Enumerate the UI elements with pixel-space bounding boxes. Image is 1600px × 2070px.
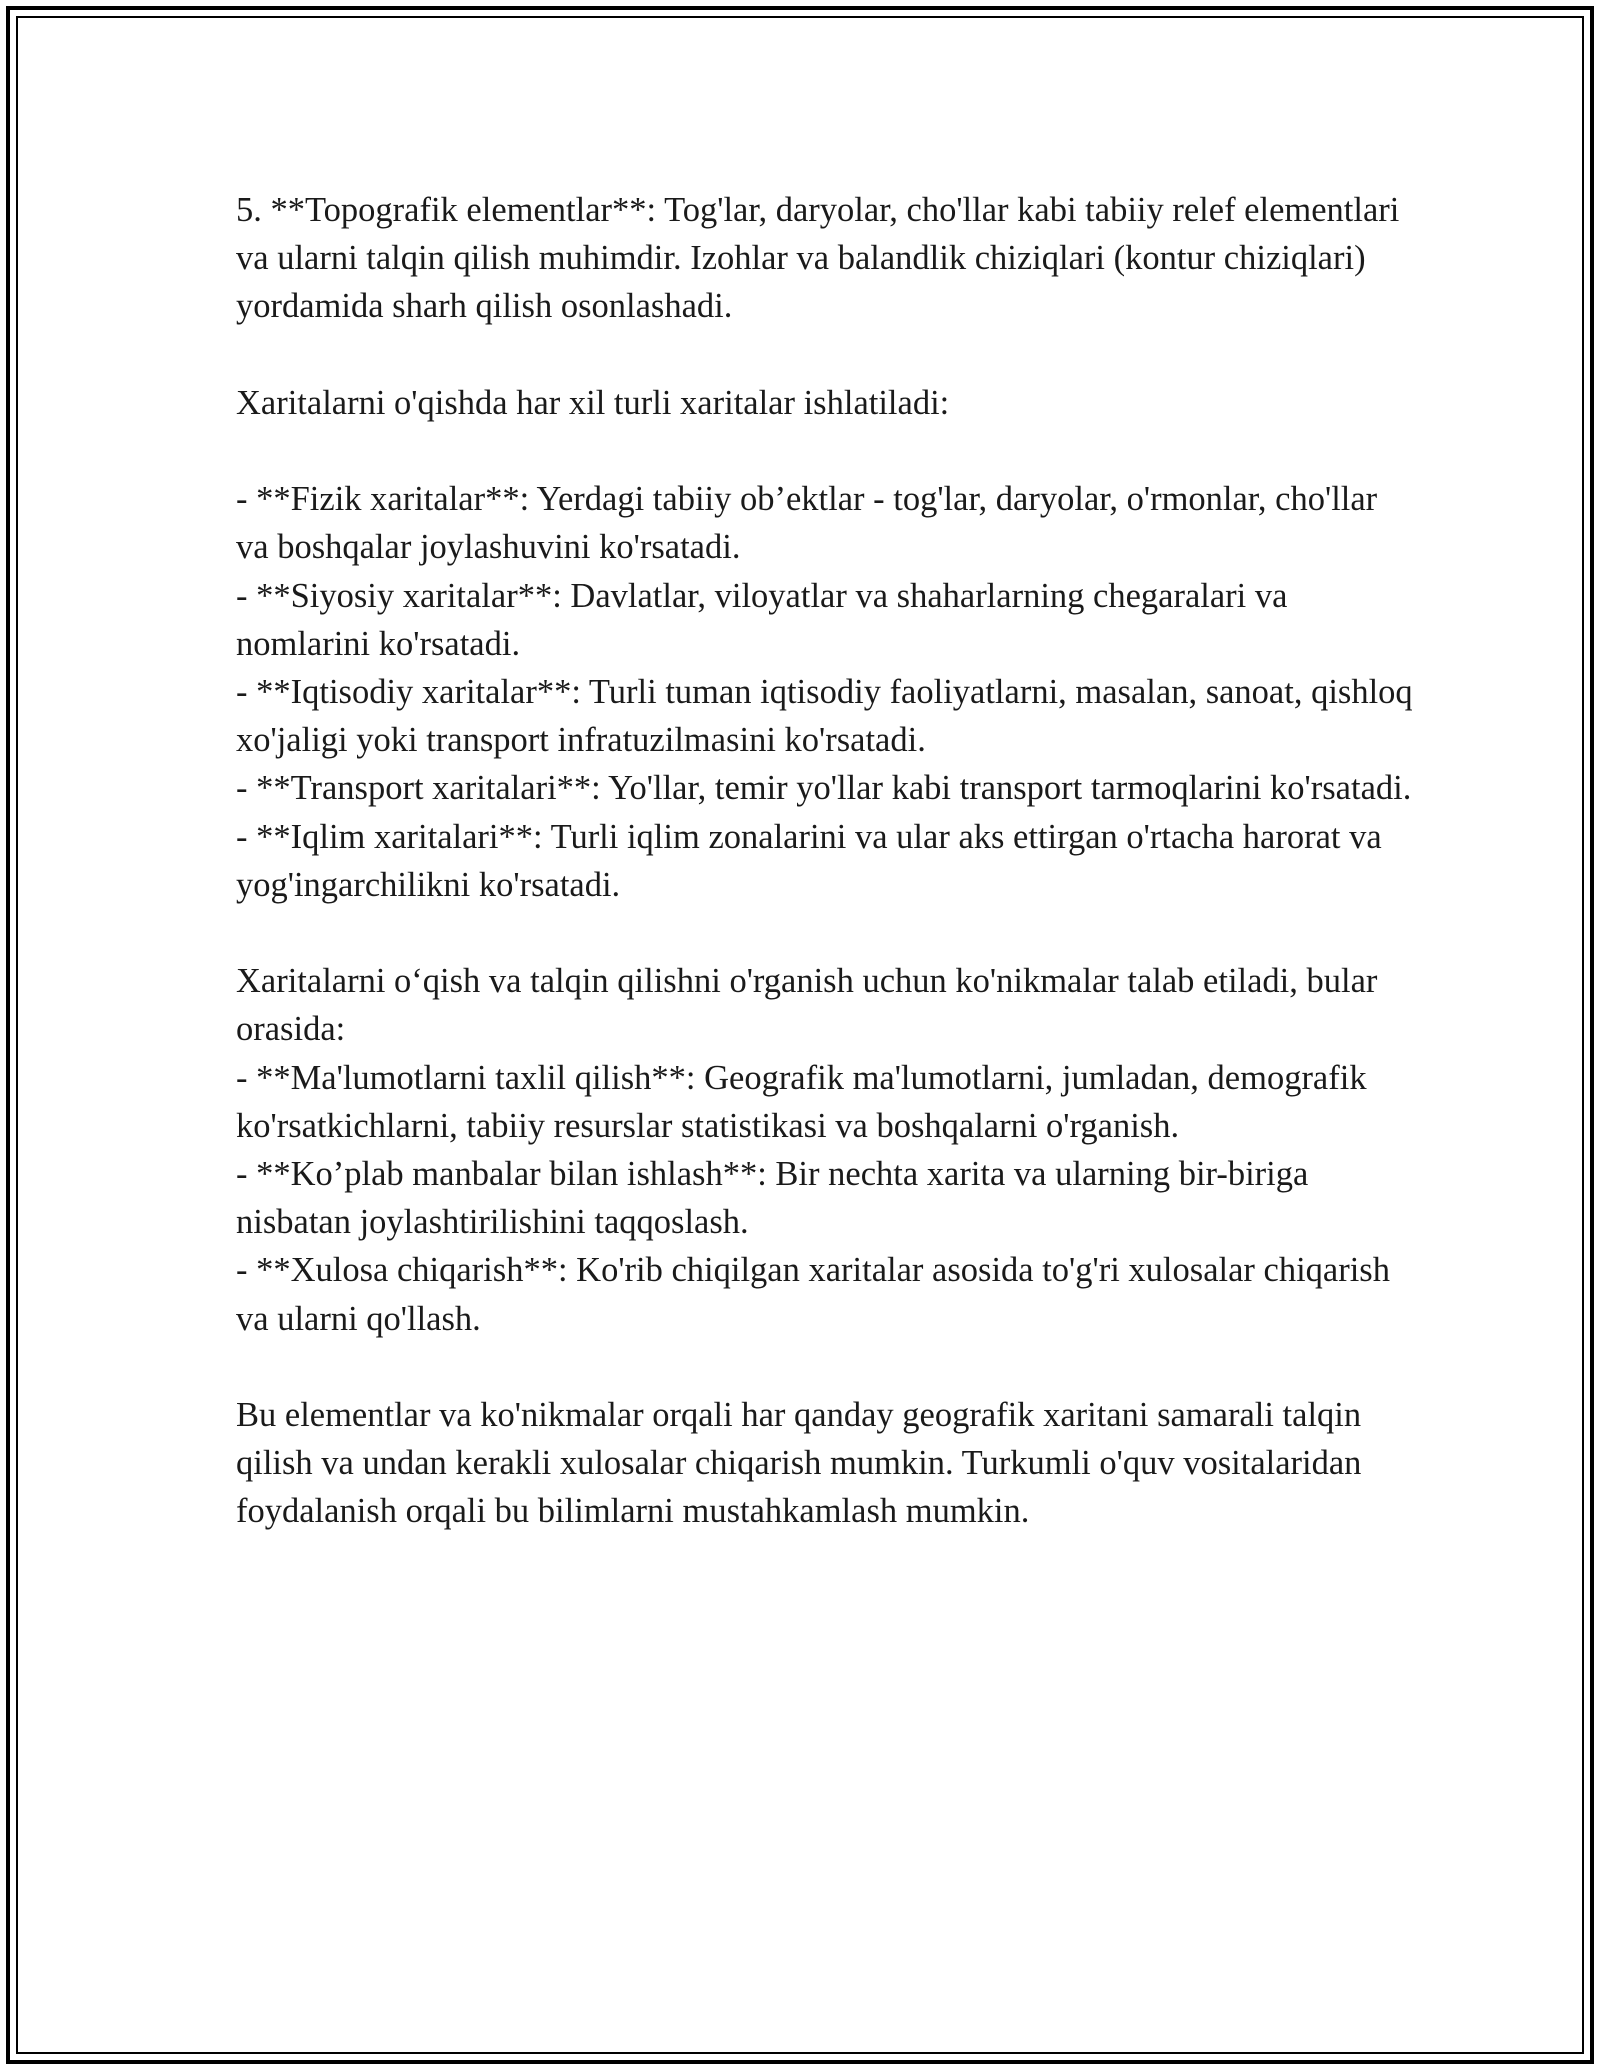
list-item-physical-maps: - **Fizik xaritalar**: Yerdagi tabiiy ob’ektlar - tog'lar, daryolar, o'rmonlar, cho'llar va boshqalar joylashuvini ko'rsatadi. bbox=[236, 480, 1386, 567]
list-item-data-analysis: - **Ma'lumotlarni taxlil qilish**: Geografik ma'lumotlarni, jumladan, demografik ko'rsatkichlarni, tabiiy resurslar statistikasi va boshqalarni o'rganish. bbox=[236, 1058, 1376, 1145]
list-item-political-maps: - **Siyosiy xaritalar**: Davlatlar, viloyatlar va shaharlarning chegaralari va nomlarini ko'rsatadi. bbox=[236, 576, 1297, 663]
paragraph-gap bbox=[236, 909, 1416, 957]
list-item-transport-maps: - **Transport xaritalari**: Yo'llar, temir yo'llar kabi transport tarmoqlarini ko'rsatadi. bbox=[236, 769, 1412, 808]
paragraph-gap bbox=[236, 1343, 1416, 1391]
paragraph-map-types-intro: Xaritalarni o'qishda har xil turli xaritalar ishlatiladi: bbox=[236, 383, 950, 422]
paragraph-gap bbox=[236, 427, 1416, 475]
paragraph-topographic-elements: 5. **Topografik elementlar**: Tog'lar, daryolar, cho'llar kabi tabiiy relef elementlari va ularni talqin qilish muhimdir. Izohlar va balandlik chiziqlari (kontur chiziqlari) yordamida sharh qilish osonlashadi. bbox=[236, 191, 1408, 326]
paragraph-conclusion: Bu elementlar va ko'nikmalar orqali har qanday geografik xaritani samarali talqin qilish va undan kerakli xulosalar chiqarish mumkin. Turkumli o'quv vositalaridan foydalanish orqali bu bilimlarni mustahkamlash mumkin. bbox=[236, 1396, 1371, 1531]
list-item-multiple-sources: - **Ko’plab manbalar bilan ishlash**: Bir nechta xarita va ularning bir-biriga nisbatan joylashtirilishini taqqoslash. bbox=[236, 1155, 1317, 1242]
paragraph-skills-intro: Xaritalarni o‘qish va talqin qilishni o'rganish uchun ko'nikmalar talab etiladi, bular orasida: bbox=[236, 962, 1387, 1049]
document-body bbox=[236, 186, 1422, 1536]
paragraph-gap bbox=[236, 331, 1416, 379]
list-item-climate-maps: - **Iqlim xaritalari**: Turli iqlim zonalarini va ular aks ettirgan o'rtacha harorat va yog'ingarchilikni ko'rsatadi. bbox=[236, 817, 1391, 904]
list-item-economic-maps: - **Iqtisodiy xaritalar**: Turli tuman iqtisodiy faoliyatlarni, masalan, sanoat, qishloq xo'jaligi yoki transport infratuzilmasini ko'rsatadi. bbox=[236, 673, 1422, 760]
list-item-drawing-conclusions: - **Xulosa chiqarish**: Ko'rib chiqilgan xaritalar asosida to'g'ri xulosalar chiqarish va ularni qo'llash. bbox=[236, 1251, 1399, 1338]
